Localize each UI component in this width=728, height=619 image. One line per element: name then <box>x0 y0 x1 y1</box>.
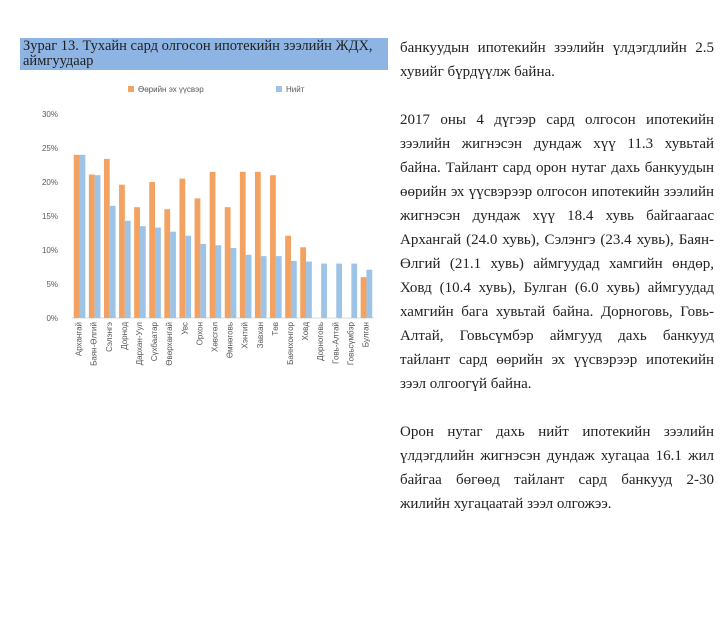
x-tick-label: Төв <box>270 322 280 336</box>
x-tick-label: Дорноговь <box>316 322 326 361</box>
y-tick-label: 15% <box>41 212 58 221</box>
bar <box>95 175 101 318</box>
x-tick-label: Булган <box>361 322 371 348</box>
x-tick-label: Хөвсгөл <box>210 322 220 352</box>
bar <box>164 209 170 318</box>
bar <box>261 256 267 318</box>
x-tick-label: Говь-Алтай <box>331 322 341 364</box>
paragraph-3: Орон нутаг дахь нийт ипотекийн зээлийн үлдэгдлийн жигнэсэн дундаж хугацаа 16.1 жил байгаа бөгөөд тайлант сард банкууд 2-30 жилийн хугацаатай зээл олгожээ. <box>400 424 714 512</box>
bar <box>110 206 116 318</box>
bar <box>170 232 176 318</box>
legend-swatch <box>276 86 282 92</box>
legend-swatch <box>128 86 134 92</box>
bar <box>321 264 327 318</box>
bar <box>231 248 237 318</box>
bar <box>306 262 312 318</box>
bar <box>351 264 357 318</box>
bar <box>300 247 306 318</box>
bar <box>195 198 201 318</box>
bar <box>246 255 252 318</box>
bar <box>125 221 131 318</box>
bar <box>210 172 216 318</box>
bar <box>185 236 191 318</box>
bar <box>134 207 140 318</box>
bar <box>200 244 206 318</box>
y-tick-label: 0% <box>46 314 58 323</box>
y-tick-label: 25% <box>41 144 58 153</box>
y-tick-label: 5% <box>46 280 58 289</box>
x-tick-label: Говьсүмбэр <box>346 322 356 366</box>
x-tick-label: Ховд <box>301 322 311 341</box>
bar <box>215 245 221 318</box>
bar <box>255 172 261 318</box>
x-tick-label: Архангай <box>74 322 84 357</box>
bar <box>179 179 185 318</box>
x-tick-label: Баян-Өлгий <box>89 322 99 366</box>
x-tick-label: Баянхонгор <box>285 322 295 365</box>
x-tick-label: Дорнод <box>119 322 129 350</box>
x-tick-label: Хэнтий <box>240 322 250 349</box>
bar-chart <box>20 72 380 402</box>
bar <box>276 256 282 318</box>
bar <box>104 159 110 318</box>
bar <box>361 277 367 318</box>
bar <box>240 172 246 318</box>
bar <box>74 155 80 318</box>
bar <box>149 182 155 318</box>
x-tick-label: Сүхбаатар <box>150 322 160 362</box>
x-tick-label: Сэлэнгэ <box>104 322 114 352</box>
bar <box>366 270 372 318</box>
figure-title: Зураг 13. Тухайн сард олгосон ипотекийн зээлийн ЖДХ, аймгуудаар <box>20 38 388 70</box>
bar <box>140 226 146 318</box>
bar <box>89 175 95 318</box>
legend-label: Өөрийн эх үүсвэр <box>138 85 204 94</box>
y-tick-label: 20% <box>41 178 58 187</box>
bar <box>155 228 161 318</box>
x-tick-label: Завхан <box>255 322 265 349</box>
y-tick-label: 30% <box>41 110 58 119</box>
x-tick-label: Орхон <box>195 322 205 346</box>
bar <box>291 261 297 318</box>
body-text <box>400 36 714 516</box>
bar <box>119 185 125 318</box>
paragraph-2: 2017 оны 4 дүгээр сард олгосон ипотекийн зээлийн жигнэсэн дундаж хүү 11.3 хувьтай байна. Тайлант сард орон нутаг дахь банкуудын өөрийн эх үүсвэрээр олгосон ипотекийн зээлийн жигнэсэн дундаж хүү 18.4 хувь байгаагаас Архангай (24.0 хувь), Сэлэнгэ (23.4 хувь), Баян-Өлгий (21.1 хувь) аймгуудад хамгийн өндөр, Ховд (10.4 хувь), Булган (6.0 хувь) аймгуудад хамгийн бага хувьтай байна. Дорноговь, Говь-Алтай, Говьсүмбэр аймгууд дахь банкууд тайлант сард өөрийн эх үүсвэрээр ипотекийн зээл олгоогүй байна. <box>400 112 714 392</box>
x-tick-label: Өмнөговь <box>225 322 235 359</box>
bar <box>225 207 231 318</box>
bar <box>80 155 86 318</box>
x-tick-label: Өвөрхангай <box>165 322 175 366</box>
bar <box>336 264 342 318</box>
legend-label: Нийт <box>286 85 305 94</box>
paragraph-1: банкуудын ипотекийн зээлийн үлдэгдлийн 2.5 хувийг бүрдүүлж байна. <box>400 40 714 80</box>
bar <box>285 236 291 318</box>
x-tick-label: Дархан-Уул <box>134 322 144 366</box>
x-tick-label: Увс <box>180 322 190 335</box>
y-tick-label: 10% <box>41 246 58 255</box>
bar <box>270 175 276 318</box>
